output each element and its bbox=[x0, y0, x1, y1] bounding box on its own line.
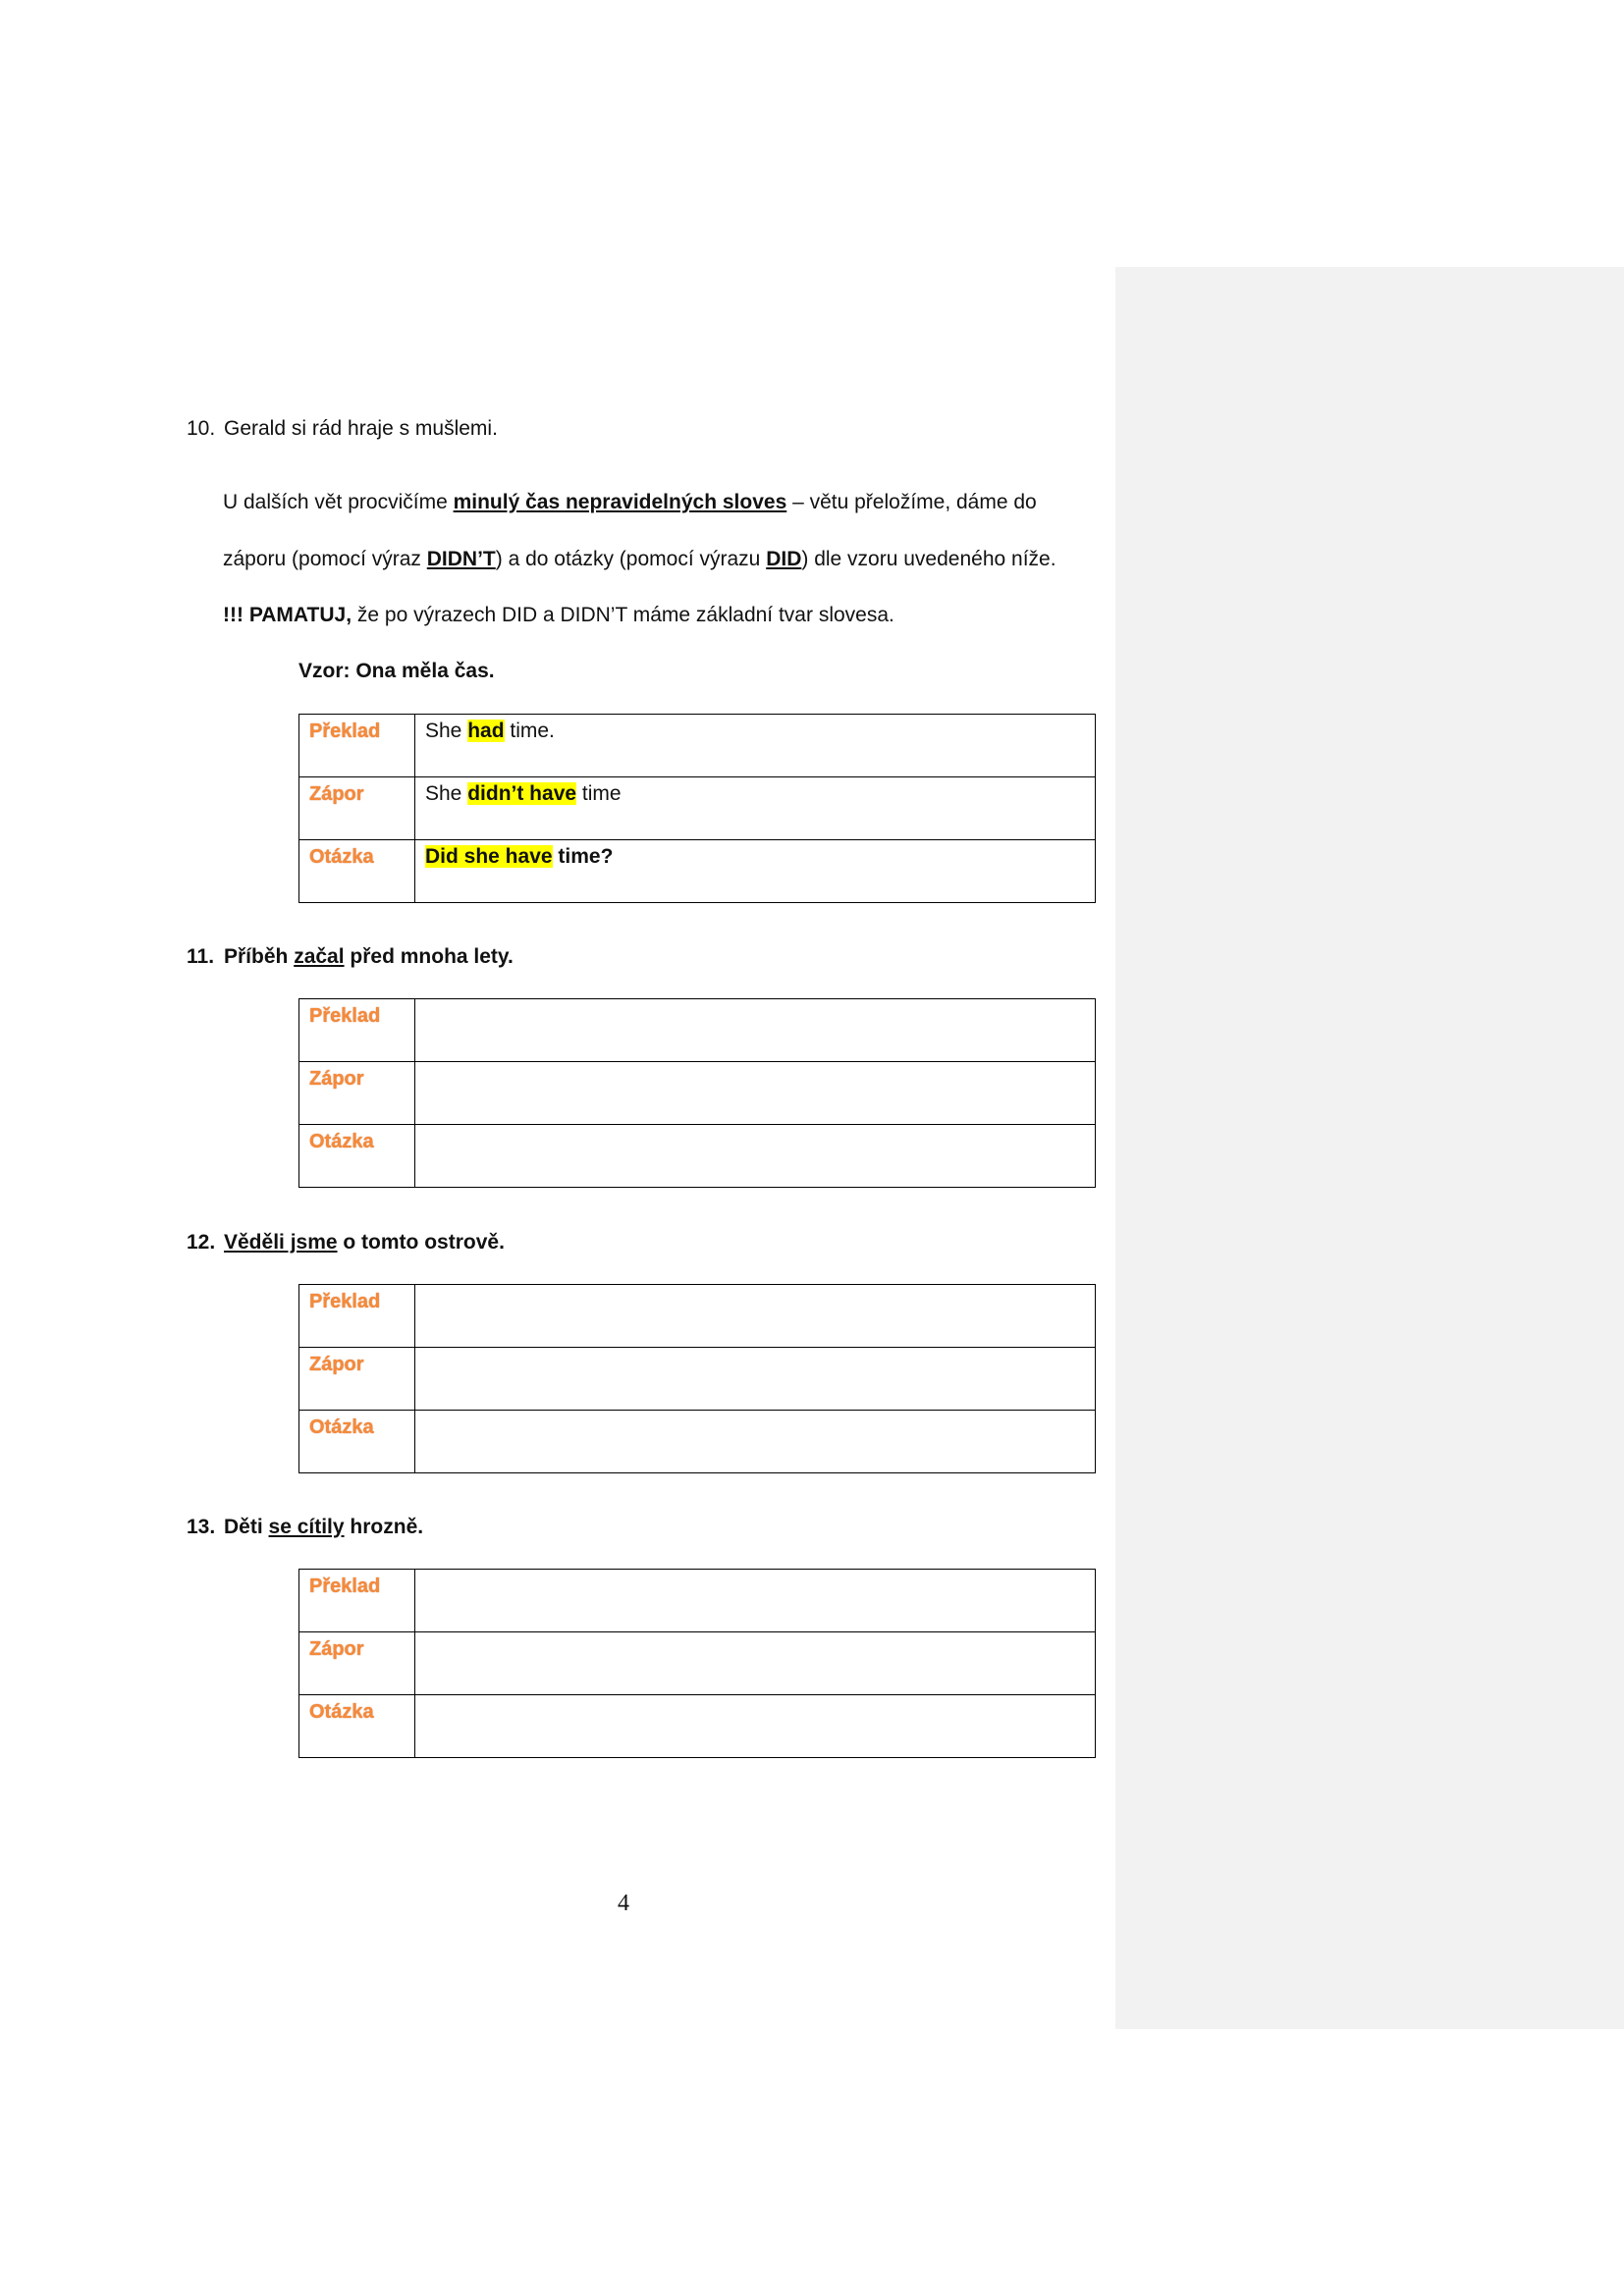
item-verb: začal bbox=[294, 945, 345, 968]
label-zapor: Zápor bbox=[309, 1638, 364, 1660]
item-11 bbox=[187, 944, 514, 970]
highlight: had bbox=[467, 720, 505, 742]
label-cell bbox=[299, 1348, 415, 1411]
label-cell bbox=[299, 1125, 415, 1188]
answer-cell[interactable] bbox=[415, 1695, 1096, 1758]
label-otazka: Otázka bbox=[309, 1701, 374, 1723]
example-text: time bbox=[576, 782, 622, 805]
label-cell bbox=[299, 715, 415, 777]
label-cell bbox=[299, 1695, 415, 1758]
item-10 bbox=[187, 416, 498, 442]
intro-emphasis: DIDN’T bbox=[426, 548, 496, 570]
table-row bbox=[299, 840, 1096, 903]
table-row bbox=[299, 999, 1096, 1062]
label-otazka: Otázka bbox=[309, 1131, 374, 1152]
table-row bbox=[299, 1062, 1096, 1125]
answer-cell[interactable] bbox=[415, 1348, 1096, 1411]
example-text: She bbox=[425, 720, 468, 742]
page-number: 4 bbox=[618, 1891, 629, 1916]
label-cell bbox=[299, 1632, 415, 1695]
table-row bbox=[299, 1348, 1096, 1411]
item-number: 11. bbox=[187, 945, 215, 968]
label-cell bbox=[299, 1062, 415, 1125]
item-number: 10. bbox=[187, 417, 216, 440]
label-zapor: Zápor bbox=[309, 1068, 364, 1090]
label-zapor: Zápor bbox=[309, 783, 364, 805]
item-text: o tomto ostrově. bbox=[337, 1231, 505, 1254]
label-cell bbox=[299, 1411, 415, 1473]
item-number: 13. bbox=[187, 1516, 216, 1538]
table-row bbox=[299, 1285, 1096, 1348]
intro-text: že po výrazech DID a DIDN’T máme základní tvar slovesa. bbox=[352, 604, 894, 626]
example-text: She bbox=[425, 782, 468, 805]
table-row bbox=[299, 1125, 1096, 1188]
answer-table-11 bbox=[298, 998, 1096, 1188]
table-row bbox=[299, 777, 1096, 840]
intro-line-1 bbox=[223, 490, 1037, 515]
label-otazka: Otázka bbox=[309, 1416, 374, 1438]
label-cell bbox=[299, 1285, 415, 1348]
answer-cell bbox=[415, 840, 1096, 903]
example-table bbox=[298, 714, 1096, 903]
highlight: Did she have bbox=[425, 845, 553, 868]
answer-cell[interactable] bbox=[415, 1125, 1096, 1188]
item-13 bbox=[187, 1515, 423, 1540]
example-heading: Vzor: Ona měla čas. bbox=[298, 660, 495, 682]
table-row bbox=[299, 715, 1096, 777]
answer-table-13 bbox=[298, 1569, 1096, 1758]
item-12 bbox=[187, 1230, 505, 1255]
answer-cell[interactable] bbox=[415, 1570, 1096, 1632]
table-row bbox=[299, 1632, 1096, 1695]
answer-cell bbox=[415, 777, 1096, 840]
answer-cell[interactable] bbox=[415, 1285, 1096, 1348]
intro-emphasis: DID bbox=[766, 548, 802, 570]
label-cell bbox=[299, 999, 415, 1062]
intro-line-2 bbox=[223, 547, 1056, 572]
item-text: Děti bbox=[224, 1516, 269, 1538]
label-preklad: Překlad bbox=[309, 721, 381, 742]
intro-text: – větu přeložíme, dáme do bbox=[786, 491, 1037, 513]
answer-cell[interactable] bbox=[415, 999, 1096, 1062]
intro-emphasis: !!! PAMATUJ, bbox=[223, 604, 352, 626]
label-preklad: Překlad bbox=[309, 1575, 381, 1597]
answer-cell[interactable] bbox=[415, 1411, 1096, 1473]
answer-table-12 bbox=[298, 1284, 1096, 1473]
label-cell bbox=[299, 777, 415, 840]
answer-cell[interactable] bbox=[415, 1062, 1096, 1125]
comment-pane bbox=[1115, 267, 1624, 2029]
answer-cell[interactable] bbox=[415, 1632, 1096, 1695]
item-verb: se cítily bbox=[268, 1516, 345, 1538]
label-preklad: Překlad bbox=[309, 1291, 381, 1312]
item-text: Příběh bbox=[224, 945, 295, 968]
label-cell bbox=[299, 840, 415, 903]
intro-text: záporu (pomocí výraz bbox=[223, 548, 427, 570]
label-otazka: Otázka bbox=[309, 846, 374, 868]
item-verb: Věděli jsme bbox=[224, 1231, 338, 1254]
item-text: hrozně. bbox=[344, 1516, 424, 1538]
item-text: Gerald si rád hraje s mušlemi. bbox=[224, 417, 498, 440]
table-row bbox=[299, 1570, 1096, 1632]
label-cell bbox=[299, 1570, 415, 1632]
example-text: time. bbox=[504, 720, 555, 742]
label-preklad: Překlad bbox=[309, 1005, 381, 1027]
example-text: time? bbox=[552, 845, 614, 868]
answer-cell bbox=[415, 715, 1096, 777]
label-zapor: Zápor bbox=[309, 1354, 364, 1375]
table-row bbox=[299, 1695, 1096, 1758]
highlight: didn’t have bbox=[467, 782, 577, 805]
intro-emphasis: minulý čas nepravidelných sloves bbox=[453, 491, 787, 513]
item-text: před mnoha lety. bbox=[344, 945, 514, 968]
intro-line-3 bbox=[223, 603, 894, 628]
intro-text: ) dle vzoru uvedeného níže. bbox=[801, 548, 1056, 570]
item-number: 12. bbox=[187, 1231, 216, 1254]
intro-text: ) a do otázky (pomocí výrazu bbox=[495, 548, 767, 570]
intro-text: U dalších vět procvičíme bbox=[223, 491, 454, 513]
table-row bbox=[299, 1411, 1096, 1473]
